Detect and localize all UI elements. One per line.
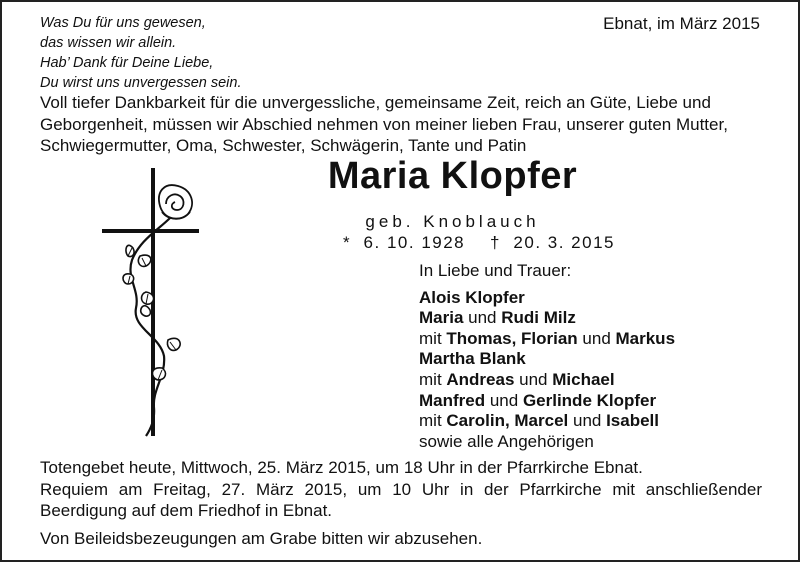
intro-line: Schwiegermutter, Oma, Schwester, Schwägerin, Tante und Patin bbox=[40, 136, 527, 155]
poem-line: Was Du für uns gewesen, bbox=[40, 15, 206, 31]
deceased-name: Maria Klopfer bbox=[327, 155, 578, 197]
poem bbox=[40, 13, 242, 93]
mourners-list bbox=[419, 261, 675, 452]
mourner-name: Michael bbox=[552, 369, 615, 389]
mourner-line bbox=[419, 288, 675, 309]
intro-line: Voll tiefer Dankbarkeit für die unvergessliche, gemeinsame Zeit, reich an Güte, Liebe und bbox=[40, 93, 711, 112]
connector-text: mit bbox=[419, 328, 447, 348]
intro-text bbox=[40, 92, 762, 157]
condolences-notice: Von Beileidsbezeugungen am Grabe bitten wir abzusehen. bbox=[40, 528, 483, 548]
mourner-line bbox=[419, 391, 675, 412]
connector-text: mit bbox=[419, 411, 447, 431]
mourner-name: Martha Blank bbox=[419, 349, 526, 369]
maiden-name: geb. Knoblauch bbox=[365, 212, 540, 231]
connector-text: und bbox=[485, 390, 523, 410]
poem-line: Du wirst uns unvergessen sein. bbox=[40, 75, 242, 91]
mourner-line bbox=[419, 308, 675, 329]
mourner-name: Andreas bbox=[446, 369, 515, 389]
place-date: Ebnat, im März 2015 bbox=[603, 14, 760, 33]
connector-text: und bbox=[463, 308, 502, 328]
prayer-notice: Totengebet heute, Mittwoch, 25. März 2015, um 18 Uhr in der Pfarrkirche Ebnat. bbox=[40, 458, 643, 477]
mourner-name: Isabell bbox=[606, 411, 659, 431]
closing-text bbox=[40, 457, 762, 549]
mourner-name: Carolin, Marcel bbox=[446, 411, 569, 431]
mourner-name: Gerlinde Klopfer bbox=[522, 390, 657, 410]
mourner-name: Thomas, Florian bbox=[446, 328, 578, 348]
mourner-name: Maria bbox=[419, 308, 464, 328]
mourner-line bbox=[419, 370, 675, 391]
connector-text: und bbox=[514, 369, 553, 389]
mourner-name: Alois Klopfer bbox=[419, 287, 525, 307]
mourner-name: Rudi Milz bbox=[501, 308, 576, 328]
connector-text: mit bbox=[419, 369, 447, 389]
life-dates: * 6. 10. 1928 † 20. 3. 2015 bbox=[343, 233, 616, 252]
requiem-notice-line: Beerdigung auf dem Friedhof in Ebnat. bbox=[40, 501, 333, 520]
poem-line: das wissen wir allein. bbox=[40, 35, 177, 51]
mourner-name: Manfred bbox=[419, 390, 486, 410]
connector-text: und bbox=[568, 411, 607, 431]
mourner-name: Markus bbox=[615, 328, 676, 348]
mourner-line: sowie alle Angehörigen bbox=[419, 431, 594, 451]
mourner-line bbox=[419, 349, 675, 370]
mourner-line bbox=[419, 329, 675, 350]
mourner-line bbox=[419, 411, 675, 432]
intro-line: Geborgenheit, müssen wir Abschied nehmen von meiner lieben Frau, unserer guten Mutter, bbox=[40, 114, 728, 134]
cross-with-rose-icon bbox=[100, 168, 205, 440]
requiem-notice-line: Requiem am Freitag, 27. März 2015, um 10 Uhr in der Pfarrkirche mit anschließender bbox=[40, 479, 762, 499]
mourners-heading: In Liebe und Trauer: bbox=[419, 261, 572, 280]
connector-text: und bbox=[577, 328, 616, 348]
poem-line: Hab’ Dank für Deine Liebe, bbox=[40, 55, 214, 71]
